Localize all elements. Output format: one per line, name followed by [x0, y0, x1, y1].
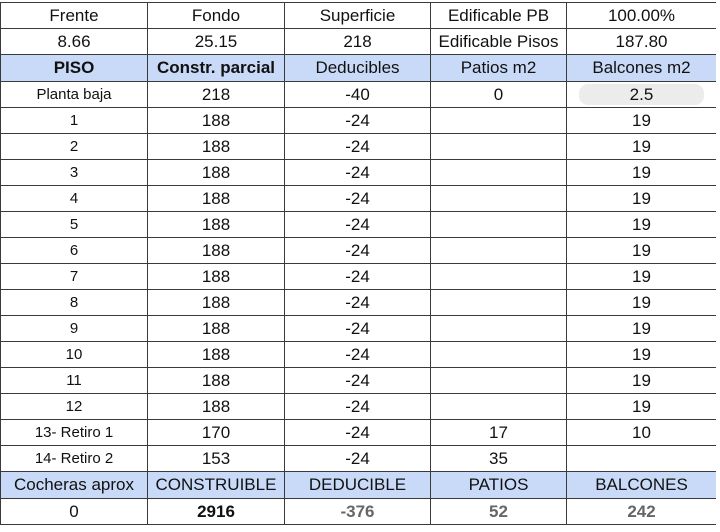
constr-parcial-cell[interactable]: 188: [148, 368, 285, 394]
constr-parcial-cell[interactable]: 218: [148, 82, 285, 108]
piso-cell[interactable]: 1: [1, 108, 148, 134]
piso-cell[interactable]: 6: [1, 238, 148, 264]
constr-parcial-cell[interactable]: 188: [148, 212, 285, 238]
right-edge: [716, 0, 720, 532]
balcones-cell[interactable]: [567, 446, 717, 472]
fondo-value-cell[interactable]: 25.15: [148, 29, 285, 55]
patios-cell[interactable]: [431, 264, 567, 290]
patios-cell[interactable]: [431, 316, 567, 342]
patios-cell[interactable]: [431, 108, 567, 134]
constr-parcial-cell[interactable]: 188: [148, 394, 285, 420]
balcones-value-cell[interactable]: 242: [567, 499, 717, 525]
floor-row: [1, 446, 717, 472]
deducibles-header-cell[interactable]: Deducibles: [285, 55, 431, 82]
building-area-table: [0, 2, 717, 525]
floor-row: [1, 212, 717, 238]
balcones-cell[interactable]: 19: [567, 368, 717, 394]
balcones-cell[interactable]: 19: [567, 212, 717, 238]
constr-parcial-header-cell[interactable]: Constr. parcial: [148, 55, 285, 82]
constr-parcial-cell[interactable]: 188: [148, 342, 285, 368]
floor-row: [1, 108, 717, 134]
patios-cell[interactable]: 0: [431, 82, 567, 108]
piso-cell[interactable]: 4: [1, 186, 148, 212]
balcones-total-header-cell[interactable]: BALCONES: [567, 472, 717, 499]
top-edge: [0, 0, 720, 2]
constr-parcial-cell[interactable]: 153: [148, 446, 285, 472]
patios-value-cell[interactable]: 52: [431, 499, 567, 525]
patios-cell[interactable]: [431, 368, 567, 394]
fondo-label-cell[interactable]: Fondo: [148, 3, 285, 29]
constr-parcial-cell[interactable]: 188: [148, 108, 285, 134]
floor-row: [1, 264, 717, 290]
piso-cell[interactable]: 13- Retiro 1: [1, 420, 148, 446]
piso-header-cell[interactable]: PISO: [1, 55, 148, 82]
column-header-row: [1, 55, 717, 82]
balcones-cell[interactable]: 19: [567, 186, 717, 212]
cocheras-header-cell[interactable]: Cocheras aprox: [1, 472, 148, 499]
constr-parcial-cell[interactable]: 188: [148, 316, 285, 342]
floor-row: [1, 368, 717, 394]
balcones-header-cell[interactable]: Balcones m2: [567, 55, 717, 82]
frente-label-cell[interactable]: Frente: [1, 3, 148, 29]
deducibles-cell[interactable]: -40: [285, 82, 431, 108]
construible-header-cell[interactable]: CONSTRUIBLE: [148, 472, 285, 499]
deducible-header-cell[interactable]: DEDUCIBLE: [285, 472, 431, 499]
floor-row: [1, 290, 717, 316]
construible-value-cell[interactable]: 2916: [148, 499, 285, 525]
floor-row: [1, 160, 717, 186]
patios-cell[interactable]: [431, 212, 567, 238]
patios-cell[interactable]: [431, 186, 567, 212]
patios-cell[interactable]: [431, 342, 567, 368]
floor-row: [1, 238, 717, 264]
constr-parcial-cell[interactable]: 188: [148, 186, 285, 212]
balcones-cell[interactable]: 19: [567, 108, 717, 134]
deducibles-cell[interactable]: -24: [285, 368, 431, 394]
deducible-value-cell[interactable]: -376: [285, 499, 431, 525]
piso-cell[interactable]: Planta baja: [1, 82, 148, 108]
deducibles-cell[interactable]: -24: [285, 316, 431, 342]
piso-cell[interactable]: 10: [1, 342, 148, 368]
balcones-cell[interactable]: 19: [567, 394, 717, 420]
deducibles-cell[interactable]: -24: [285, 394, 431, 420]
piso-cell[interactable]: 3: [1, 160, 148, 186]
deducibles-cell[interactable]: -24: [285, 134, 431, 160]
floor-row: [1, 316, 717, 342]
piso-cell[interactable]: 14- Retiro 2: [1, 446, 148, 472]
balcones-cell[interactable]: [567, 82, 717, 108]
totals-row: [1, 499, 717, 525]
constr-parcial-cell[interactable]: 188: [148, 160, 285, 186]
piso-cell[interactable]: 5: [1, 212, 148, 238]
piso-cell[interactable]: 7: [1, 264, 148, 290]
selected-cell-highlight: 2.5: [579, 84, 704, 105]
balcones-cell[interactable]: 19: [567, 238, 717, 264]
frente-value-cell[interactable]: 8.66: [1, 29, 148, 55]
piso-cell[interactable]: 8: [1, 290, 148, 316]
floor-row: [1, 82, 717, 108]
balcones-cell[interactable]: 19: [567, 264, 717, 290]
deducibles-cell[interactable]: -24: [285, 446, 431, 472]
summary-row-values: [1, 29, 717, 55]
balcones-cell[interactable]: 19: [567, 342, 717, 368]
piso-cell[interactable]: 11: [1, 368, 148, 394]
summary-row-labels: [1, 3, 717, 29]
superficie-value-cell[interactable]: 218: [285, 29, 431, 55]
deducibles-cell[interactable]: -24: [285, 290, 431, 316]
floor-row: [1, 342, 717, 368]
floor-row: [1, 186, 717, 212]
floor-row: [1, 134, 717, 160]
deducibles-cell[interactable]: -24: [285, 238, 431, 264]
constr-parcial-cell[interactable]: 170: [148, 420, 285, 446]
deducibles-cell[interactable]: -24: [285, 420, 431, 446]
patios-cell[interactable]: [431, 238, 567, 264]
balcones-cell[interactable]: 19: [567, 134, 717, 160]
floor-row: [1, 394, 717, 420]
totals-header-row: [1, 472, 717, 499]
superficie-label-cell[interactable]: Superficie: [285, 3, 431, 29]
patios-total-header-cell[interactable]: PATIOS: [431, 472, 567, 499]
edificable-pisos-label-cell[interactable]: Edificable Pisos: [431, 29, 567, 55]
edificable-pb-label-cell[interactable]: Edificable PB: [431, 3, 567, 29]
piso-cell[interactable]: 12: [1, 394, 148, 420]
piso-cell[interactable]: 2: [1, 134, 148, 160]
patios-cell[interactable]: [431, 394, 567, 420]
patios-header-cell[interactable]: Patios m2: [431, 55, 567, 82]
deducibles-cell[interactable]: -24: [285, 186, 431, 212]
deducibles-cell[interactable]: -24: [285, 212, 431, 238]
constr-parcial-cell[interactable]: 188: [148, 290, 285, 316]
constr-parcial-cell[interactable]: 188: [148, 134, 285, 160]
patios-cell[interactable]: [431, 290, 567, 316]
edificable-pisos-value-cell[interactable]: 187.80: [567, 29, 717, 55]
deducibles-cell[interactable]: -24: [285, 108, 431, 134]
cocheras-value-cell[interactable]: 0: [1, 499, 148, 525]
constr-parcial-cell[interactable]: 188: [148, 238, 285, 264]
floor-rows: [1, 82, 717, 472]
deducibles-cell[interactable]: -24: [285, 264, 431, 290]
edificable-pb-value-cell[interactable]: 100.00%: [567, 3, 717, 29]
deducibles-cell[interactable]: -24: [285, 342, 431, 368]
balcones-cell[interactable]: 19: [567, 316, 717, 342]
floor-row: [1, 420, 717, 446]
patios-cell[interactable]: [431, 160, 567, 186]
patios-cell[interactable]: [431, 134, 567, 160]
deducibles-cell[interactable]: -24: [285, 160, 431, 186]
balcones-cell[interactable]: 19: [567, 160, 717, 186]
patios-cell[interactable]: 17: [431, 420, 567, 446]
patios-cell[interactable]: 35: [431, 446, 567, 472]
balcones-cell[interactable]: 10: [567, 420, 717, 446]
constr-parcial-cell[interactable]: 188: [148, 264, 285, 290]
piso-cell[interactable]: 9: [1, 316, 148, 342]
balcones-cell[interactable]: 19: [567, 290, 717, 316]
